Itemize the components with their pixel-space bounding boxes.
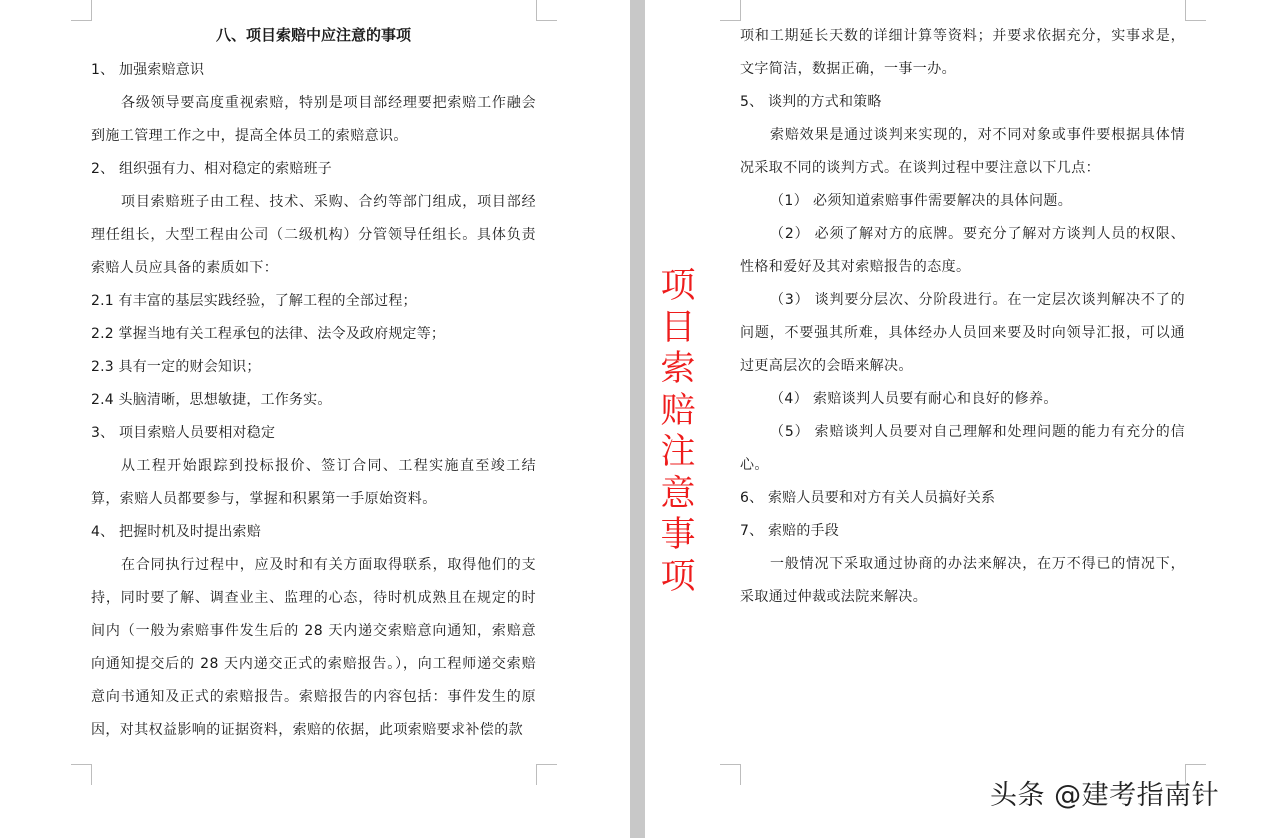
- paragraph: 从工程开始跟踪到投标报价、签订合同、工程实施直至竣工结算，索赔人员都要参与，掌握和积累第一手原始资料。: [91, 458, 536, 507]
- paragraph: 索赔效果是通过谈判来实现的，对不同对象或事件要根据具体情况采取不同的谈判方式。在谈判过程中要注意以下几点：: [740, 127, 1185, 176]
- banner-char: 项: [660, 556, 696, 597]
- section-heading: 7、 索赔的手段: [740, 523, 839, 539]
- document-page-left: [0, 0, 630, 838]
- vertical-red-title: [655, 266, 701, 598]
- banner-char: 事: [660, 515, 696, 555]
- paragraph: 各级领导要高度重视索赔，特别是项目部经理要把索赔工作融会到施工管理工作之中，提高全体员工的索赔意识。: [91, 95, 536, 144]
- banner-char: 意: [660, 473, 696, 514]
- margin-corner-mark: [1185, 0, 1206, 21]
- margin-corner-mark: [71, 764, 92, 785]
- sub-item: 2.2 掌握当地有关工程承包的法律、法令及政府规定等；: [91, 326, 446, 342]
- paragraph: 一般情况下采取通过协商的办法来解决，在万不得已的情况下，采取通过仲裁或法院来解决。: [740, 556, 1185, 605]
- list-item: （1） 必须知道索赔事件需要解决的具体问题。: [770, 193, 1073, 209]
- section-heading: 3、 项目索赔人员要相对稳定: [91, 425, 276, 441]
- margin-corner-mark: [720, 0, 741, 21]
- document-page-right: [645, 0, 1282, 838]
- banner-char: 注: [660, 432, 696, 472]
- list-item: （4） 索赔谈判人员要有耐心和良好的修养。: [770, 391, 1058, 407]
- banner-char: 赔: [660, 390, 696, 431]
- banner-char: 目: [660, 307, 696, 348]
- sub-item: 2.1 有丰富的基层实践经验，了解工程的全部过程；: [91, 293, 417, 309]
- page-gutter: [630, 0, 645, 838]
- list-item: （5） 索赔谈判人员要对自己理解和处理问题的能力有充分的信心。: [740, 424, 1185, 473]
- section-heading: 4、 把握时机及时提出索赔: [91, 524, 261, 540]
- paragraph: 项目索赔班子由工程、技术、采购、合约等部门组成，项目部经理任组长，大型工程由公司（二级机构）分管领导任组长。具体负责索赔人员应具备的素质如下：: [91, 194, 536, 276]
- section-heading: 6、 索赔人员要和对方有关人员搞好关系: [740, 490, 996, 506]
- list-item: （2） 必须了解对方的底牌。要充分了解对方谈判人员的权限、性格和爱好及其对索赔报告的态度。: [740, 226, 1185, 275]
- section-heading: 2、 组织强有力、相对稳定的索赔班子: [91, 161, 332, 177]
- sub-item: 2.4 头脑清晰，思想敏捷，工作务实。: [91, 392, 332, 408]
- right-page-content: [740, 20, 1185, 614]
- paragraph-continued: 项和工期延长天数的详细计算等资料；并要求依据充分，实事求是，文字简洁，数据正确，一事一办。: [740, 28, 1185, 77]
- document-title: 八、项目索赔中应注意的事项: [215, 26, 411, 44]
- banner-char: 项: [660, 266, 696, 306]
- sub-item: 2.3 具有一定的财会知识；: [91, 359, 261, 375]
- section-heading: 1、 加强索赔意识: [91, 62, 205, 78]
- margin-corner-mark: [720, 764, 741, 785]
- section-heading: 5、 谈判的方式和策略: [740, 94, 882, 110]
- paragraph: 在合同执行过程中，应及时和有关方面取得联系，取得他们的支持，同时要了解、调查业主、监理的心态，待时机成熟且在规定的时间内（一般为索赔事件发生后的 28 天内递交索赔意向通知，索赔意向通知提交后的 28 天内递交正式的索赔报告。），向工程师递交索赔意向书通知及正式的索赔报告。索赔报告的内容包括：事件发生的原因，对其权益影响的证据资料，索赔的依据，此项索赔要求补偿的款: [91, 557, 536, 738]
- margin-corner-mark: [536, 0, 557, 21]
- margin-corner-mark: [536, 764, 557, 785]
- list-item: （3） 谈判要分层次、分阶段进行。在一定层次谈判解决不了的问题，不要强其所难，具体经办人员回来要及时向领导汇报，可以通过更高层次的会晤来解决。: [740, 292, 1185, 374]
- margin-corner-mark: [71, 0, 92, 21]
- banner-char: 索: [660, 349, 696, 389]
- source-watermark: 头条 @建考指南针: [990, 780, 1220, 811]
- left-page-content: [91, 20, 536, 747]
